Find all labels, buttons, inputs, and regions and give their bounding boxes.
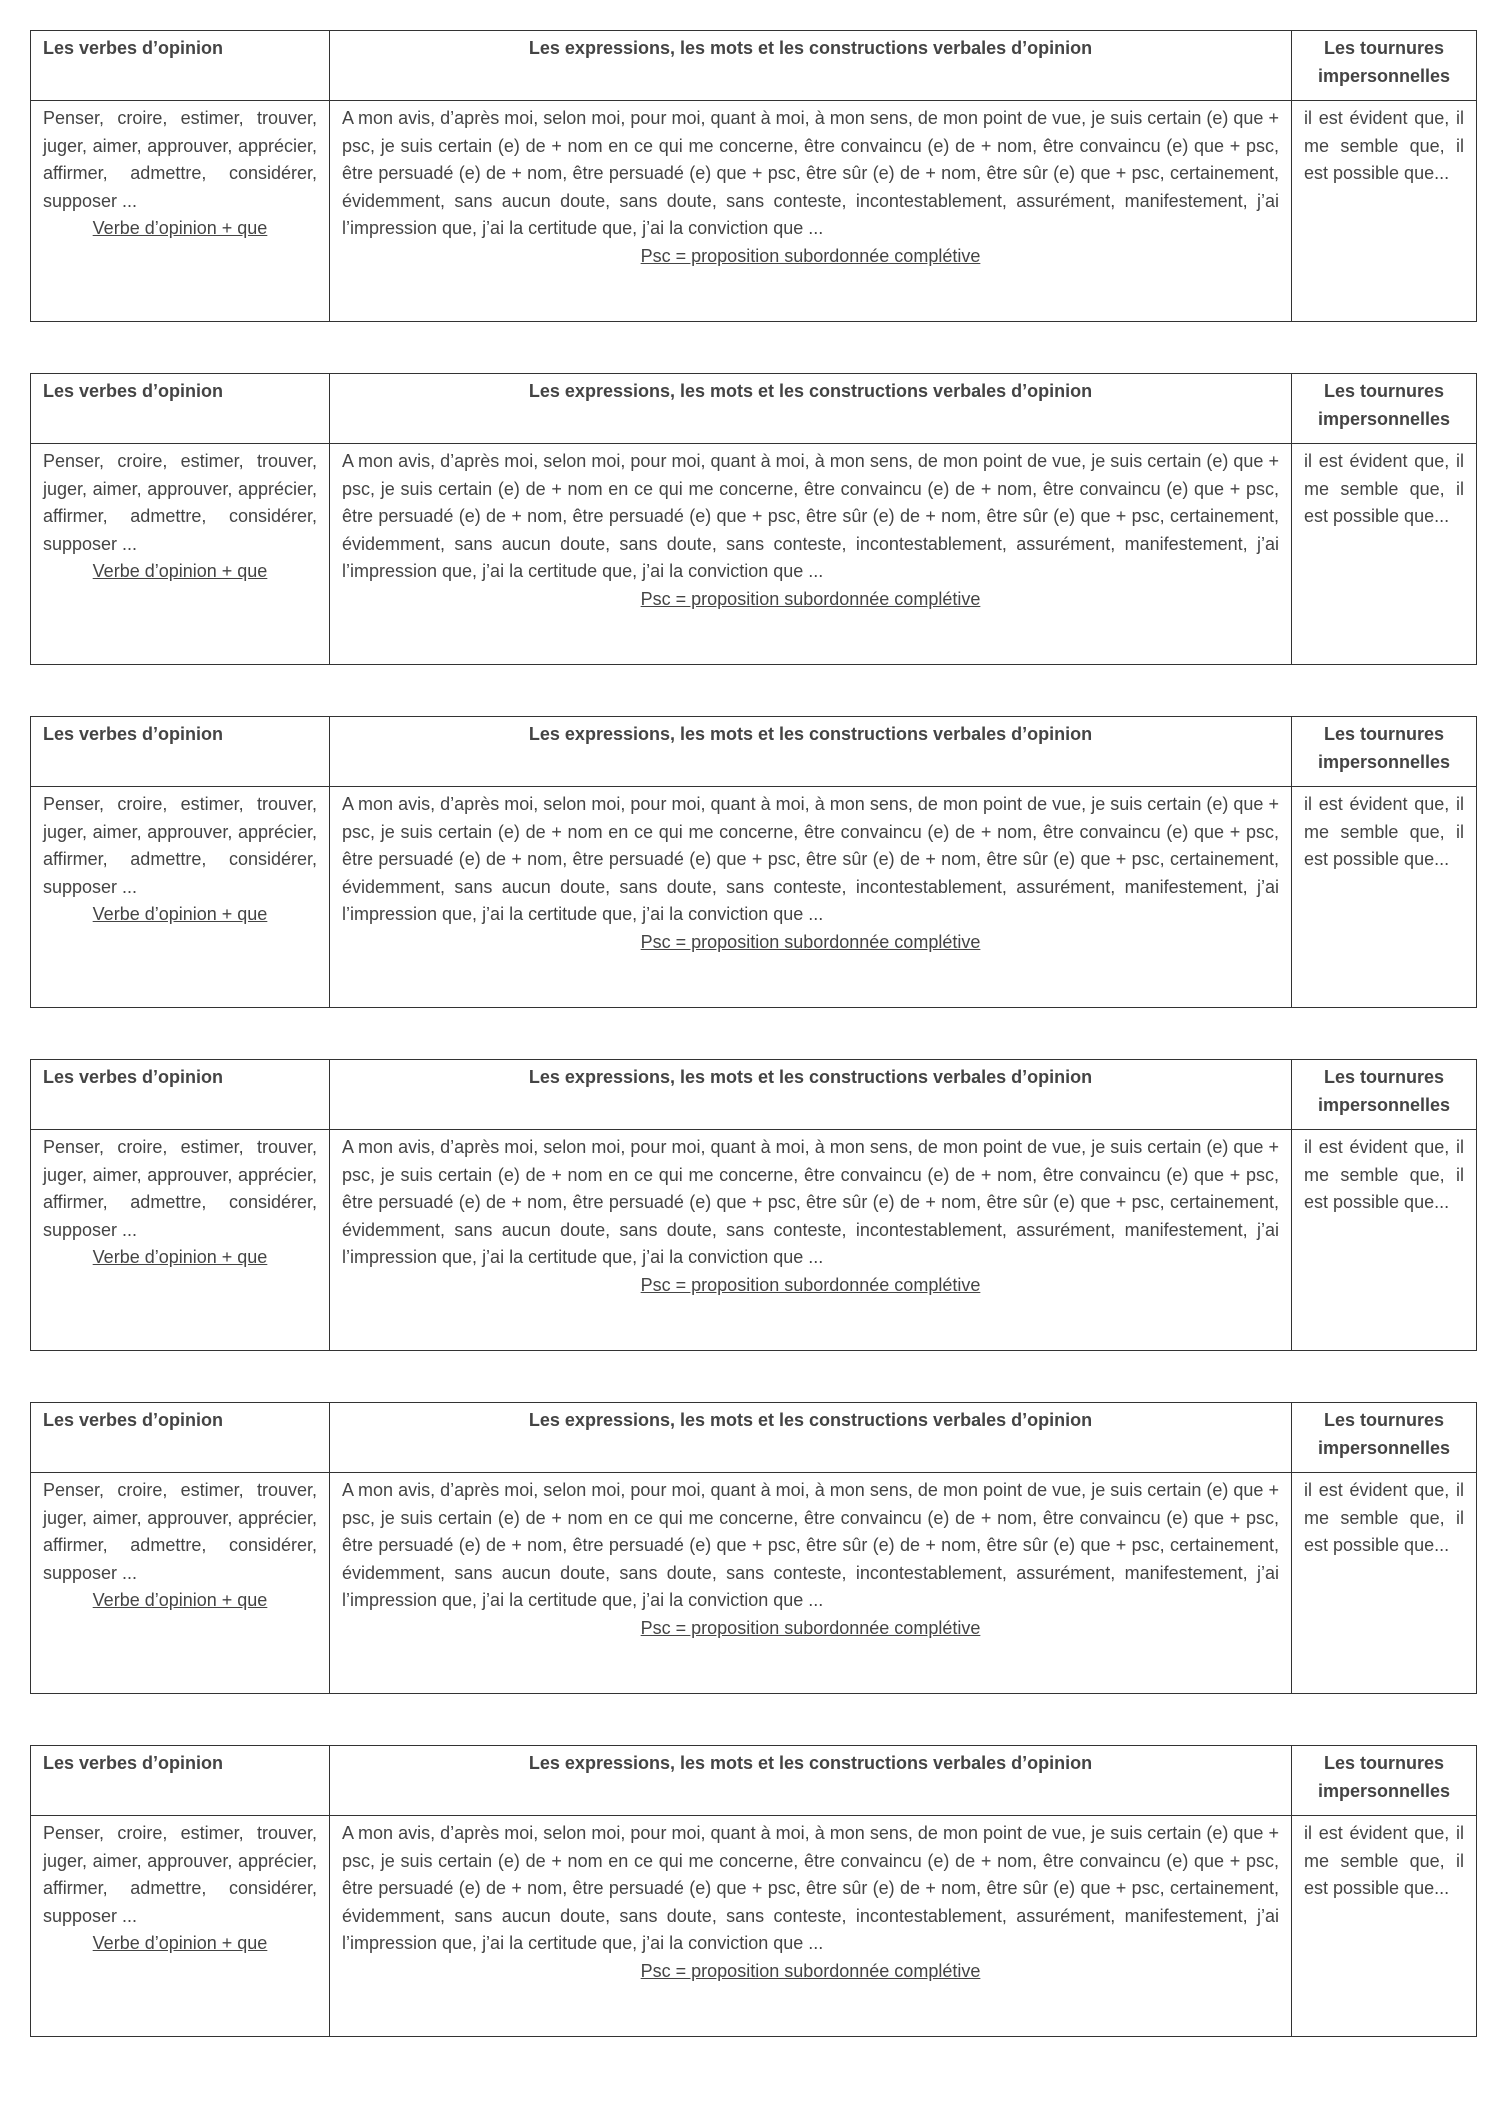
header-expressions: Les expressions, les mots et les constructions verbales d’opinion <box>330 374 1292 444</box>
psc-note: Psc = proposition subordonnée complétive <box>640 1274 981 1295</box>
expressions-list: A mon avis, d’après moi, selon moi, pour moi, quant à moi, à mon sens, de mon point de vue, je suis certain (e) que + psc, je suis certain (e) de + nom en ce qui me concerne, être convaincu (e) de + nom, être convaincu (e) que + psc, être persuadé (e) de + nom, être persuadé (e) que + psc, être sûr (e) de + nom, être sûr (e) que + psc, certainement, évidemment, sans aucun doute, sans doute, sans conteste, incontestablement, assurément, manifestement, j’ai l’impression que, j’ai la certitude que, j’ai la conviction que ... <box>342 794 1279 925</box>
header-impersonal: Les tournures impersonnelles <box>1292 1746 1477 1816</box>
header-expressions: Les expressions, les mots et les constructions verbales d’opinion <box>330 1403 1292 1473</box>
psc-note: Psc = proposition subordonnée complétive <box>640 588 981 609</box>
verbs-cell <box>31 444 330 665</box>
verbs-rule: Verbe d’opinion + que <box>92 1247 268 1268</box>
impersonal-cell <box>1292 787 1477 1008</box>
psc-note: Psc = proposition subordonnée complétive <box>640 1617 981 1638</box>
impersonal-cell <box>1292 1816 1477 2037</box>
impersonal-list: il est évident que, il me semble que, il est possible que... <box>1304 1823 1464 1899</box>
verbs-list: Penser, croire, estimer, trouver, juger, aimer, approuver, apprécier, affirmer, admettre, considérer, supposer ... <box>43 108 317 211</box>
header-verbs: Les verbes d’opinion <box>31 374 330 444</box>
header-impersonal: Les tournures impersonnelles <box>1292 1060 1477 1130</box>
impersonal-list: il est évident que, il me semble que, il est possible que... <box>1304 1137 1464 1213</box>
opinion-table <box>30 1402 1477 1694</box>
header-expressions: Les expressions, les mots et les constructions verbales d’opinion <box>330 31 1292 101</box>
verbs-rule: Verbe d’opinion + que <box>92 1933 268 1954</box>
header-expressions: Les expressions, les mots et les constructions verbales d’opinion <box>330 1746 1292 1816</box>
verbs-rule: Verbe d’opinion + que <box>92 904 268 925</box>
verbs-cell <box>31 1473 330 1694</box>
impersonal-list: il est évident que, il me semble que, il est possible que... <box>1304 1480 1464 1556</box>
expressions-list: A mon avis, d’après moi, selon moi, pour moi, quant à moi, à mon sens, de mon point de vue, je suis certain (e) que + psc, je suis certain (e) de + nom en ce qui me concerne, être convaincu (e) de + nom, être convaincu (e) que + psc, être persuadé (e) de + nom, être persuadé (e) que + psc, être sûr (e) de + nom, être sûr (e) que + psc, certainement, évidemment, sans aucun doute, sans doute, sans conteste, incontestablement, assurément, manifestement, j’ai l’impression que, j’ai la certitude que, j’ai la conviction que ... <box>342 451 1279 582</box>
header-row <box>31 1746 1477 1816</box>
header-verbs: Les verbes d’opinion <box>31 1403 330 1473</box>
verbs-cell <box>31 1816 330 2037</box>
verbs-rule: Verbe d’opinion + que <box>92 1590 268 1611</box>
header-expressions: Les expressions, les mots et les constructions verbales d’opinion <box>330 1060 1292 1130</box>
header-impersonal: Les tournures impersonnelles <box>1292 31 1477 101</box>
header-verbs: Les verbes d’opinion <box>31 1746 330 1816</box>
impersonal-cell <box>1292 101 1477 322</box>
expressions-list: A mon avis, d’après moi, selon moi, pour moi, quant à moi, à mon sens, de mon point de vue, je suis certain (e) que + psc, je suis certain (e) de + nom en ce qui me concerne, être convaincu (e) de + nom, être convaincu (e) que + psc, être persuadé (e) de + nom, être persuadé (e) que + psc, être sûr (e) de + nom, être sûr (e) que + psc, certainement, évidemment, sans aucun doute, sans doute, sans conteste, incontestablement, assurément, manifestement, j’ai l’impression que, j’ai la certitude que, j’ai la conviction que ... <box>342 108 1279 239</box>
verbs-cell <box>31 1130 330 1351</box>
impersonal-list: il est évident que, il me semble que, il est possible que... <box>1304 108 1464 184</box>
impersonal-list: il est évident que, il me semble que, il est possible que... <box>1304 794 1464 870</box>
verbs-rule: Verbe d’opinion + que <box>92 218 268 239</box>
expressions-cell <box>330 444 1292 665</box>
header-impersonal: Les tournures impersonnelles <box>1292 717 1477 787</box>
content-row <box>31 1130 1477 1351</box>
content-row <box>31 101 1477 322</box>
verbs-list: Penser, croire, estimer, trouver, juger, aimer, approuver, apprécier, affirmer, admettre, considérer, supposer ... <box>43 1823 317 1926</box>
expressions-cell <box>330 787 1292 1008</box>
header-verbs: Les verbes d’opinion <box>31 31 330 101</box>
verbs-cell <box>31 787 330 1008</box>
header-row <box>31 374 1477 444</box>
header-verbs: Les verbes d’opinion <box>31 717 330 787</box>
impersonal-cell <box>1292 1130 1477 1351</box>
expressions-cell <box>330 1816 1292 2037</box>
impersonal-cell <box>1292 444 1477 665</box>
opinion-table <box>30 373 1477 665</box>
verbs-cell <box>31 101 330 322</box>
verbs-list: Penser, croire, estimer, trouver, juger, aimer, approuver, apprécier, affirmer, admettre, considérer, supposer ... <box>43 1480 317 1583</box>
expressions-cell <box>330 1473 1292 1694</box>
verbs-list: Penser, croire, estimer, trouver, juger, aimer, approuver, apprécier, affirmer, admettre, considérer, supposer ... <box>43 1137 317 1240</box>
expressions-list: A mon avis, d’après moi, selon moi, pour moi, quant à moi, à mon sens, de mon point de vue, je suis certain (e) que + psc, je suis certain (e) de + nom en ce qui me concerne, être convaincu (e) de + nom, être convaincu (e) que + psc, être persuadé (e) de + nom, être persuadé (e) que + psc, être sûr (e) de + nom, être sûr (e) que + psc, certainement, évidemment, sans aucun doute, sans doute, sans conteste, incontestablement, assurément, manifestement, j’ai l’impression que, j’ai la certitude que, j’ai la conviction que ... <box>342 1480 1279 1611</box>
expressions-list: A mon avis, d’après moi, selon moi, pour moi, quant à moi, à mon sens, de mon point de vue, je suis certain (e) que + psc, je suis certain (e) de + nom en ce qui me concerne, être convaincu (e) de + nom, être convaincu (e) que + psc, être persuadé (e) de + nom, être persuadé (e) que + psc, être sûr (e) de + nom, être sûr (e) que + psc, certainement, évidemment, sans aucun doute, sans doute, sans conteste, incontestablement, assurément, manifestement, j’ai l’impression que, j’ai la certitude que, j’ai la conviction que ... <box>342 1137 1279 1268</box>
content-row <box>31 1473 1477 1694</box>
expressions-list: A mon avis, d’après moi, selon moi, pour moi, quant à moi, à mon sens, de mon point de vue, je suis certain (e) que + psc, je suis certain (e) de + nom en ce qui me concerne, être convaincu (e) de + nom, être convaincu (e) que + psc, être persuadé (e) de + nom, être persuadé (e) que + psc, être sûr (e) de + nom, être sûr (e) que + psc, certainement, évidemment, sans aucun doute, sans doute, sans conteste, incontestablement, assurément, manifestement, j’ai l’impression que, j’ai la certitude que, j’ai la conviction que ... <box>342 1823 1279 1954</box>
verbs-rule: Verbe d’opinion + que <box>92 561 268 582</box>
opinion-table <box>30 1745 1477 2037</box>
psc-note: Psc = proposition subordonnée complétive <box>640 245 981 266</box>
verbs-list: Penser, croire, estimer, trouver, juger, aimer, approuver, apprécier, affirmer, admettre, considérer, supposer ... <box>43 794 317 897</box>
header-row <box>31 1060 1477 1130</box>
header-expressions: Les expressions, les mots et les constructions verbales d’opinion <box>330 717 1292 787</box>
header-row <box>31 31 1477 101</box>
opinion-table <box>30 30 1477 322</box>
header-impersonal: Les tournures impersonnelles <box>1292 1403 1477 1473</box>
psc-note: Psc = proposition subordonnée complétive <box>640 931 981 952</box>
expressions-cell <box>330 1130 1292 1351</box>
header-row <box>31 717 1477 787</box>
opinion-table <box>30 716 1477 1008</box>
psc-note: Psc = proposition subordonnée complétive <box>640 1960 981 1981</box>
header-impersonal: Les tournures impersonnelles <box>1292 374 1477 444</box>
header-verbs: Les verbes d’opinion <box>31 1060 330 1130</box>
verbs-list: Penser, croire, estimer, trouver, juger, aimer, approuver, apprécier, affirmer, admettre, considérer, supposer ... <box>43 451 317 554</box>
content-row <box>31 444 1477 665</box>
header-row <box>31 1403 1477 1473</box>
expressions-cell <box>330 101 1292 322</box>
opinion-table <box>30 1059 1477 1351</box>
impersonal-cell <box>1292 1473 1477 1694</box>
content-row <box>31 1816 1477 2037</box>
impersonal-list: il est évident que, il me semble que, il est possible que... <box>1304 451 1464 527</box>
content-row <box>31 787 1477 1008</box>
